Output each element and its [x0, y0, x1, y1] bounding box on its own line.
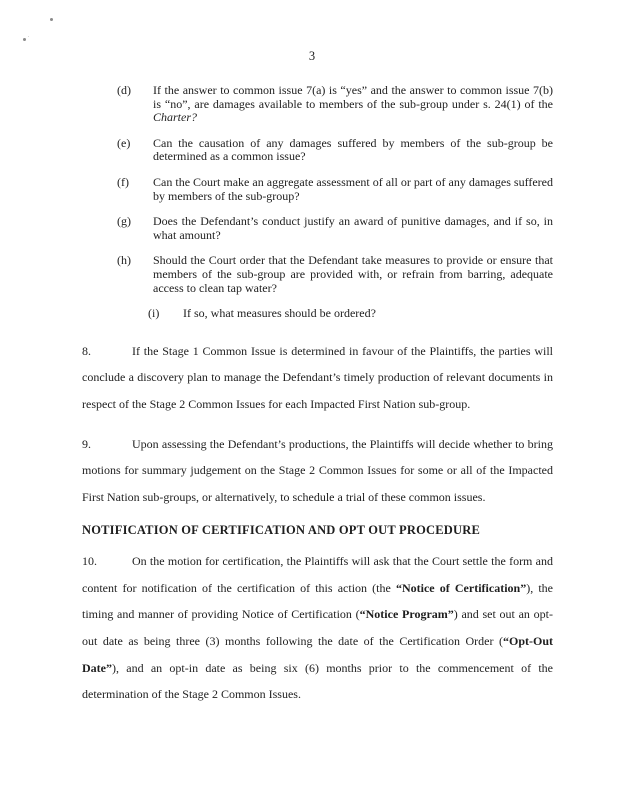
paragraph-10-text: ) and set out an opt-out date as being three (3) months following the date of the Certification Order ( — [82, 607, 553, 649]
paragraph-9-text: Upon assessing the Defendant’s productions, the Plaintiffs will decide whether to bring motions for summary judgement on the Stage 2 Common Issues for some or all of the Impacted First Nation sub-groups, or alternatively, to schedule a trial of these common issues. — [82, 436, 553, 504]
issue-item-d — [117, 84, 553, 125]
issue-label-d: (d) — [117, 83, 131, 97]
scan-speck — [23, 38, 26, 41]
defined-term-notice-of-certification: “Notice of Certification” — [395, 580, 527, 595]
issue-label-e: (e) — [117, 135, 131, 150]
defined-term-opt-out-date: “Opt-Out Date” — [82, 634, 553, 675]
paragraph-10-number: 10. — [82, 554, 97, 569]
issue-label-i: (i) — [148, 306, 160, 321]
paragraph-10-text: ), and an opt-in date as being six (6) months prior to the commencement of the determination of the Stage 2 Common Issues. — [82, 660, 553, 702]
issue-item-e — [117, 137, 553, 164]
defined-term-notice-program: “Notice Program” — [359, 607, 454, 622]
issue-text-g: Does the Defendant’s conduct justify an award of punitive damages, and if so, in what amount? — [153, 214, 553, 242]
paragraph-10-text: ), the timing and manner of providing Notice of Certification ( — [82, 580, 553, 622]
charter-italic-term: Charter? — [153, 110, 198, 125]
paragraph-8-text: If the Stage 1 Common Issue is determined in favour of the Plaintiffs, the parties will conclude a discovery plan to manage the Defendant’s timely production of relevant documents in respect of the Stage 2 Common Issues for each Impacted First Nation sub-group. — [82, 343, 553, 411]
issue-text-h: Should the Court order that the Defendant take measures to provide or ensure that members of the sub-group are provided with, or refrain from barring, adequate access to clean tap water? — [153, 253, 553, 295]
common-issues-list — [117, 84, 553, 321]
paragraph-10-text: On the motion for certification, the Plaintiffs will ask that the Court settle the form and content for notification of the certification of this action (the — [82, 554, 553, 595]
paragraph-8 — [82, 338, 553, 418]
issue-d-body: If the answer to common issue 7(a) is “yes” and the answer to common issue 7(b) is “no”, are damages available to members of the sub-group under s. 24(1) of the — [153, 83, 553, 111]
issue-text-i: If so, what measures should be ordered? — [183, 306, 376, 321]
issue-label-h: (h) — [117, 253, 131, 268]
issue-item-h — [117, 254, 553, 295]
paragraph-9-number: 9. — [82, 436, 91, 451]
scan-speck — [50, 18, 53, 21]
issue-item-i — [148, 307, 553, 321]
issue-item-f — [117, 176, 553, 203]
issue-label-g: (g) — [117, 214, 131, 229]
section-heading-notification: NOTIFICATION OF CERTIFICATION AND OPT OUT PROCEDURE — [82, 523, 480, 538]
issue-text-e: Can the causation of any damages suffered by members of the sub-group be determined as a common issue? — [153, 135, 553, 164]
page-number: 3 — [308, 49, 316, 63]
issue-item-g — [117, 215, 553, 242]
paragraph-8-number: 8. — [82, 343, 91, 358]
issue-label-f: (f) — [117, 174, 129, 189]
issue-text-f: Can the Court make an aggregate assessment of all or part of any damages suffered by members of the sub-group? — [153, 174, 553, 203]
paragraph-9 — [82, 431, 553, 511]
issue-text-d — [153, 84, 553, 125]
page-content — [82, 84, 553, 721]
paragraph-10 — [82, 548, 553, 708]
